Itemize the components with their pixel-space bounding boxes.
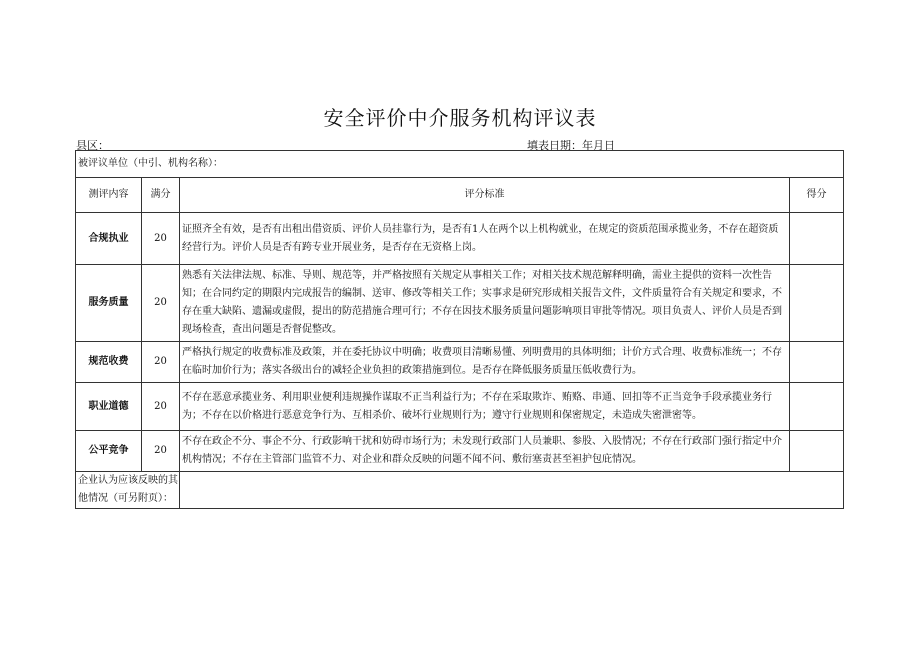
row-criteria: 严格执行规定的收费标准及政策，并在委托协议中明确；收费项目清晰易懂、列明费用的具体明细；计价方式合理、收费标准统一；不存在临时加价行为；落实各级出台的减轻企业负担的政策措施到位。是否存在降低服务质量压低收费行为。 (180, 342, 790, 383)
row-name: 合规执业 (76, 213, 142, 265)
row-criteria: 不存在恶意承揽业务、利用职业便利违规操作谋取不正当利益行为；不存在采取欺诈、贿赂、串通、回扣等不正当竞争手段承揽业务行为；不存在以价格进行恶意竞争行为、互相杀价、破坏行业规则行为；遵守行业规则和保密规定，未造成失密泄密等。 (180, 383, 790, 431)
other-row (76, 472, 844, 509)
other-input-cell[interactable] (180, 472, 844, 509)
evaluation-table (75, 150, 844, 509)
other-label: 企业认为应该反映的其他情况（可另附页）： (76, 472, 180, 509)
county-label: 县区： (76, 139, 109, 152)
header-full-score: 满分 (142, 178, 180, 213)
row-points: 20 (142, 342, 180, 383)
row-criteria: 熟悉有关法律法规、标准、导则、规范等，并严格按照有关规定从事相关工作；对相关技术规范解释明确，需业主提供的资料一次性告知；在合同约定的期限内完成报告的编制、送审、修改等相关工作；实事求是研究形成相关报告文件，文件质量符合有关规定和要求，不存在重大缺陷、遗漏或虚假，提出的防范措施合理可行；不存在因技术服务质量问题影响项目审批等情况。项目负责人、评价人员是否到现场检查，查出问题是否督促整改。 (180, 265, 790, 342)
row-name: 职业道德 (76, 383, 142, 431)
row-score-cell[interactable] (790, 265, 844, 342)
row-score-cell[interactable] (790, 342, 844, 383)
row-points: 20 (142, 213, 180, 265)
header-score: 得分 (790, 178, 844, 213)
row-points: 20 (142, 265, 180, 342)
row-score-cell[interactable] (790, 431, 844, 472)
evaluated-unit-label: 被评议单位（中引、机构名称）： (76, 151, 844, 178)
row-criteria: 证照齐全有效，是否有出租出借资质、评价人员挂靠行为，是否有1人在两个以上机构就业，在规定的资质范围承揽业务，不存在超资质经营行为。评价人员是否有跨专业开展业务，是否存在无资格上岗。 (180, 213, 790, 265)
header-content: 测评内容 (76, 178, 142, 213)
row-name: 服务质量 (76, 265, 142, 342)
row-criteria: 不存在政企不分、事企不分、行政影响干扰和妨碍市场行为；未发现行政部门人员兼职、参股、入股情况；不存在行政部门强行指定中介机构情况；不存在主管部门监管不力、对企业和群众反映的问题不闻不问、敷衍塞责甚至袒护包庇情况。 (180, 431, 790, 472)
row-points: 20 (142, 383, 180, 431)
row-points: 20 (142, 431, 180, 472)
header-row (76, 178, 844, 213)
table-row (76, 383, 844, 431)
table-row (76, 431, 844, 472)
table-row (76, 265, 844, 342)
table-row (76, 342, 844, 383)
row-score-cell[interactable] (790, 213, 844, 265)
header-criteria: 评分标准 (180, 178, 790, 213)
date-label: 填表日期：年月日 (527, 139, 615, 152)
row-score-cell[interactable] (790, 383, 844, 431)
row-name: 公平竞争 (76, 431, 142, 472)
table-row (76, 213, 844, 265)
row-name: 规范收费 (76, 342, 142, 383)
form-title: 安全评价中介服务机构评议表 (323, 106, 597, 130)
